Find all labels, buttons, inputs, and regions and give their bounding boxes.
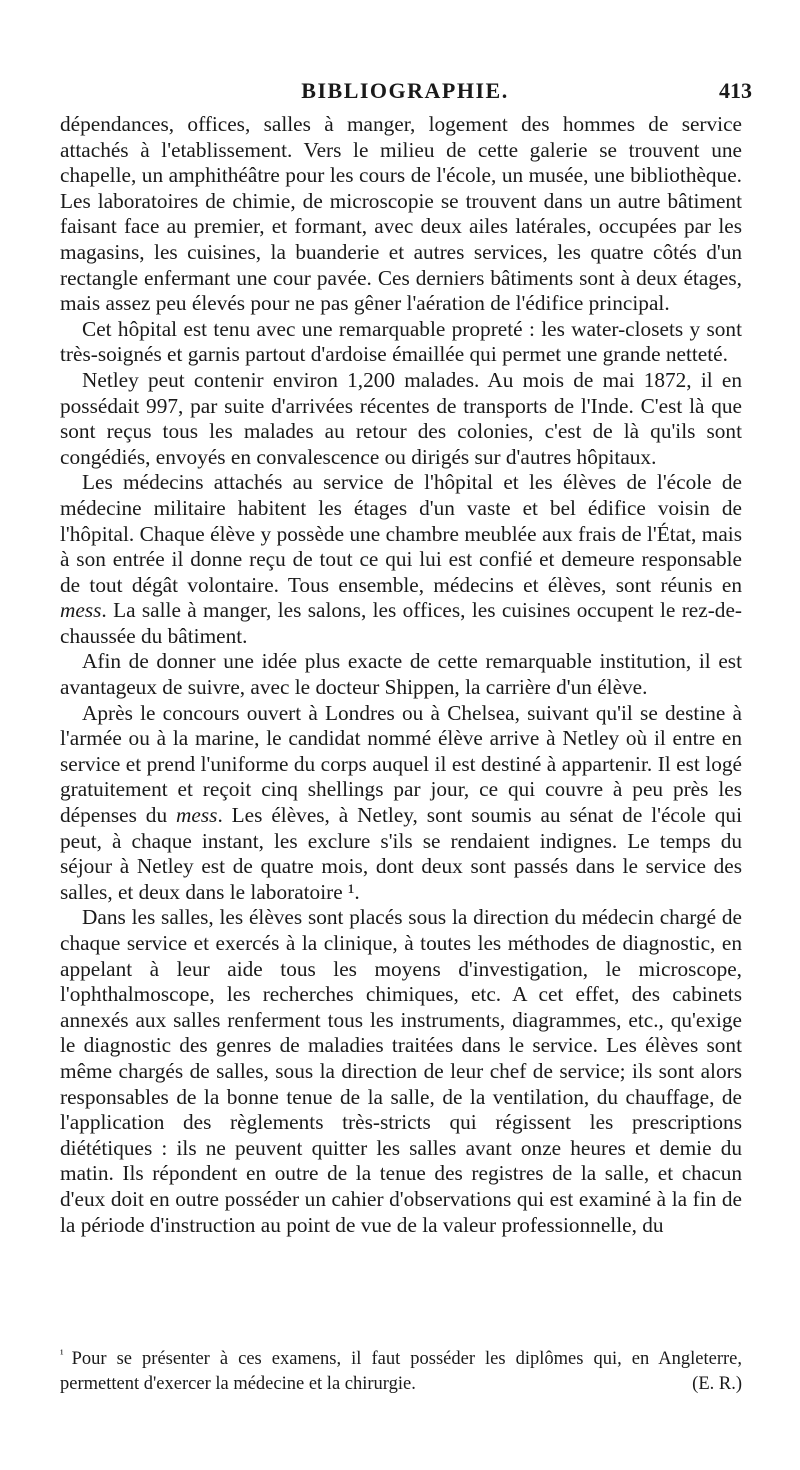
paragraph-6-part-1: Après le concours ouvert à Londres ou à Chelsea, suivant qu'il se destine à l'armée ou à la marine, le candidat nommé élève arrive à Netley où il entre en service et prend l'uniforme du corps auquel il est destiné à appartenir. Il est logé gratuitement et reçoit cinq shellings par jour, ce qui couvre à peu près les dépenses du xyxy=(60,700,742,828)
paragraph-1: dépendances, offices, salles à manger, logement des hommes de service attachés à l'etablissement. Vers le milieu de cette galerie se trouvent une chapelle, un amphithéâtre pour les cours de l'école, un musée, une bibliothèque. Les laboratoires de chimie, de microscopie se trouvent dans un autre bâtiment faisant face au premier, et formant, avec deux ailes latérales, occupées par les magasins, les cuisines, la buanderie et autres services, les quatre côtés d'un rectangle enfermant une cour pavée. Ces derniers bâtiments sont à deux étages, mais assez peu élevés pour ne pas gêner l'aération de l'édifice principal. xyxy=(60,112,742,316)
running-head-title: BIBLIOGRAPHIE. xyxy=(301,78,509,103)
footnote-mark: ¹ xyxy=(60,1347,64,1361)
paragraph-7: Dans les salles, les élèves sont placés sous la direction du médecin chargé de chaque service et exercés à la clinique, à toutes les méthodes de diagnostic, en appelant à leur aide tous les moyens d'investigation, le microscope, l'ophthalmoscope, les recherches chimiques, etc. A cet effet, des cabinets annexés aux salles renferment tous les instruments, diagrammes, etc., qu'exige le diagnostic des genres de maladies traitées dans le service. Les élèves sont même chargés de salles, sous la direction de leur chef de service; ils sont alors responsables de la bonne tenue de la salle, de la ventilation, du chauffage, de l'application des règlements très-stricts qui régissent les prescriptions diététiques : ils ne peuvent quitter les salles avant onze heures et demie du matin. Ils répondent en outre de la tenue des registres de la salle, et chacun d'eux doit en outre posséder un cahier d'observations qui est examiné à la fin de la période d'instruction au point de vue de la valeur professionnelle, du xyxy=(60,905,742,1237)
paragraph-2: Cet hôpital est tenu avec une remarquable propreté : les water-closets y sont très-soignés et garnis partout d'ardoise émaillée qui permet une grande netteté. xyxy=(60,316,742,367)
paragraph-4-part-1: Les médecins attachés au service de l'hôpital et les élèves de l'école de médecine militaire habitent les étages d'un vaste et bel édifice voisin de l'hôpital. Chaque élève y possède une chambre meublée aux frais de l'État, mais à son entrée il donne reçu de tout ce qui lui est confié et demeure responsable de tout dégât volontaire. Tous ensemble, médecins et élèves, sont réunis en xyxy=(60,470,742,597)
page-number: 413 xyxy=(719,78,752,103)
paragraph-4-part-3: . La salle à manger, les salons, les offices, les cuisines occupent le rez-de-chaussée du bâtiment. xyxy=(60,598,742,648)
footnote xyxy=(60,1342,742,1397)
paragraph-4-mess: mess xyxy=(60,598,102,623)
paragraph-6-mess: mess xyxy=(176,803,218,828)
footnote-text: Pour se présenter à ces examens, il faut posséder les diplômes qui, en Angleterre, permettent d'exercer la médecine et la chirurgie. xyxy=(60,1349,742,1394)
footnote-signature: (E. R.) xyxy=(692,1374,742,1394)
paragraph-6-part-3: . Les élèves, à Netley, sont soumis au sénat de l'école qui peut, à chaque instant, les exclure s'ils se rendaient indignes. Le temps du séjour à Netley est de quatre mois, dont deux sont passés dans le service des salles, et deux dans le laboratoire ¹. xyxy=(60,803,743,904)
running-head xyxy=(60,78,750,108)
body-text xyxy=(60,112,742,1238)
paragraph-4 xyxy=(60,470,742,649)
paragraph-6 xyxy=(60,701,742,906)
paragraph-3: Netley peut contenir environ 1,200 malades. Au mois de mai 1872, il en possédait 997, par suite d'arrivées récentes de transports de l'Inde. C'est là que sont reçus tous les malades au retour des colonies, c'est de là qu'ils sont congédiés, envoyés en convalescence ou dirigés sur d'autres hôpitaux. xyxy=(60,367,742,469)
paragraph-5: Afin de donner une idée plus exacte de cette remarquable institution, il est avantageux de suivre, avec le docteur Shippen, la carrière d'un élève. xyxy=(60,649,742,700)
